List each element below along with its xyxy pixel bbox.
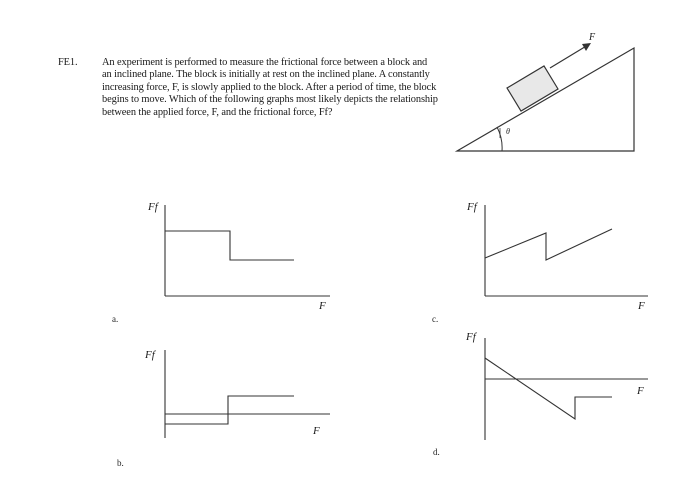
angle-label: θ xyxy=(506,127,510,136)
graph-d xyxy=(433,331,648,457)
question-number: FE1. xyxy=(58,57,78,68)
graph-a-curve xyxy=(165,231,294,260)
graph-c-x-label: F xyxy=(638,300,645,312)
incline-triangle xyxy=(457,48,634,151)
graph-c-curve xyxy=(485,229,612,260)
inclined-plane-diagram xyxy=(457,32,634,151)
graph-a xyxy=(112,201,330,324)
angle-arc xyxy=(497,127,502,151)
force-arrow-shaft xyxy=(550,45,588,68)
graph-b xyxy=(117,349,330,468)
question-text: An experiment is performed to measure the frictional force between a block and an inclined plane. The block is initially at rest on the inclined plane. A constantly increasing force, F, is slowly applied to the block. After a period of time, the block begins to move. Which of the following graphs most likely depicts the relationship between the applied force, F, and the frictional force, Ff? xyxy=(102,57,438,118)
graph-c-letter: c. xyxy=(432,314,439,324)
force-label: F xyxy=(589,32,596,43)
graph-c xyxy=(432,201,648,324)
graph-a-y-label: Ff xyxy=(148,201,158,213)
block xyxy=(507,66,558,111)
graph-d-x-label: F xyxy=(637,385,644,397)
graph-c-y-label: Ff xyxy=(467,201,477,213)
graph-a-letter: a. xyxy=(112,314,119,324)
graph-b-x-label: F xyxy=(313,425,320,437)
graph-b-y-label: Ff xyxy=(145,349,155,361)
graph-d-y-label: Ff xyxy=(466,331,476,343)
graph-b-letter: b. xyxy=(117,458,124,468)
graph-d-letter: d. xyxy=(433,447,440,457)
force-arrow-head xyxy=(582,43,591,51)
graph-d-curve xyxy=(485,358,612,419)
graph-b-curve xyxy=(165,396,294,424)
graph-a-x-label: F xyxy=(319,300,326,312)
